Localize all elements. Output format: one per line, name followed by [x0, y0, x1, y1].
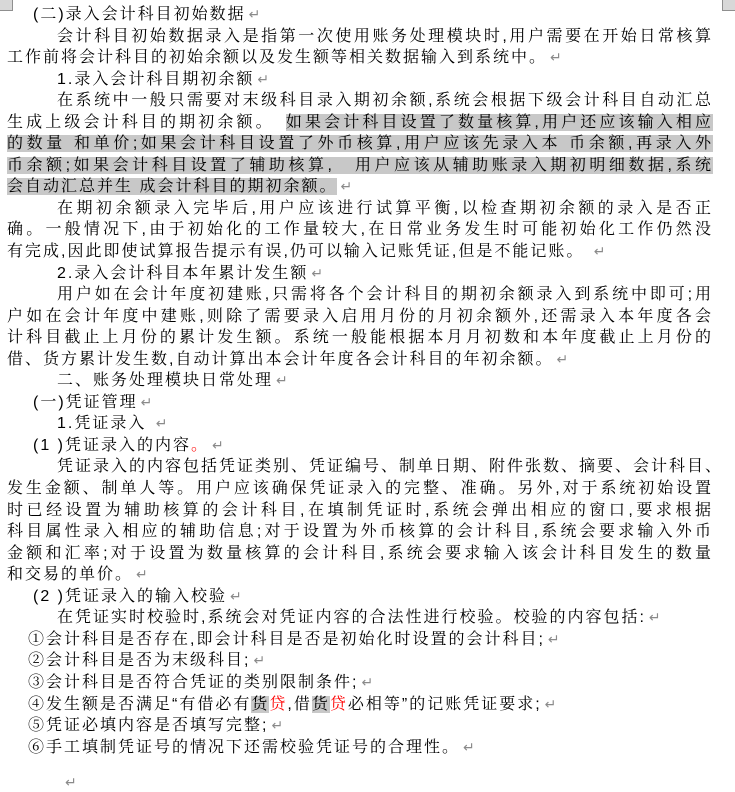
text-run: ,借: [287, 695, 312, 713]
paragraph-mark-icon: ↵: [140, 393, 153, 410]
text-line: [0, 4, 735, 26]
highlighted-text: 货: [251, 695, 270, 713]
paragraph-mark-icon: ↵: [311, 264, 324, 281]
text-run: ⑤凭证必填内容是否填写完整;: [28, 717, 269, 735]
red-text: 贷: [329, 695, 348, 713]
text-line: [0, 176, 735, 198]
text-line: [0, 349, 735, 371]
text-line: [0, 241, 735, 263]
text-line: [0, 521, 735, 543]
text-line: [0, 629, 735, 651]
paragraph-mark-icon: ↵: [230, 587, 242, 604]
paragraph-mark-icon: ↵: [276, 372, 288, 389]
text-run: 1.录入会计科目期初余额: [57, 70, 255, 88]
text-run: 在凭证实时校验时,系统会对凭证内容的合法性进行校验。校验的内容包括:: [57, 609, 646, 627]
text-line: [0, 263, 735, 285]
text-line: [0, 112, 735, 134]
text-line: [0, 392, 735, 414]
text-run: ③会计科目是否符合凭证的类别限制条件;: [28, 673, 359, 691]
text-run: 生成上级会计科目的期初余额。: [7, 113, 286, 131]
text-line: [0, 413, 735, 435]
paragraph-mark-icon: ↵: [648, 609, 661, 626]
text-run: 2.录入会计科目本年累计发生额: [57, 264, 309, 282]
paragraph-mark-icon: ↵: [257, 70, 270, 87]
text-run: 在期初余额录入完毕后,用户应该进行试算平衡,以检查期初余额的录入是否正: [57, 199, 713, 217]
paragraph-mark-icon: ↵: [361, 673, 374, 690]
text-run: 凭证录入的内容包括凭证类别、凭证编号、制单日期、附件张数、摘要、会计科目、: [57, 458, 724, 476]
paragraph-mark-icon: ↵: [463, 738, 475, 755]
paragraph-mark-icon: ↵: [556, 350, 569, 367]
text-run: 必相等”的记账凭证要求;: [347, 695, 542, 713]
text-line: [0, 26, 735, 48]
paragraph-mark-icon: ↵: [65, 774, 77, 791]
text-run: 时已经设置为辅助核算的会计科目,在填制凭证时,系统会弹出相应的窗口,要求根据: [7, 501, 713, 519]
text-run: ④发生额是否满足“有借必有: [28, 695, 252, 713]
text-line: [0, 435, 735, 457]
text-line: [0, 198, 735, 220]
highlighted-text: 会自动汇总并生 成会计科目的期初余额。: [7, 178, 338, 196]
text-run: (1 )凭证录入的内容: [33, 436, 192, 454]
text-run: 金额和汇率;对于设置为数量核算的会计科目,系统会要求输入该会计科目发生的数量: [7, 544, 713, 562]
text-line: [0, 694, 735, 716]
text-line: [0, 69, 735, 91]
paragraph-mark-icon: ↵: [550, 49, 562, 66]
paragraph-mark-icon: ↵: [593, 243, 606, 260]
text-run: 借、货方累计发生数,自动计算出本会计年度各会计科目的年初余额。: [7, 350, 554, 368]
text-run: 在系统中一般只需要对末级科目录入期初余额,系统会根据下级会计科目自动汇总: [57, 92, 713, 110]
text-run: 和交易的单价。: [7, 566, 134, 584]
text-line: [0, 500, 735, 522]
text-run: 工作前将会计科目的初始余额以及发生额等相关数据输入到系统中。: [7, 49, 548, 67]
text-line: [0, 478, 735, 500]
text-line: [0, 155, 735, 177]
text-line: [0, 737, 735, 759]
text-run: (一)凭证管理: [33, 393, 138, 411]
paragraph-mark-icon: ↵: [340, 178, 353, 195]
text-run: (2 )凭证录入的输入校验: [33, 587, 228, 605]
highlighted-text: 的数量 和单价;如果会计科目设置了外币核算,用户应该先录入本 币余额,再录入外: [7, 135, 713, 153]
text-line: [0, 90, 735, 112]
text-run: 科目属性录入相应的辅助信息;对于设置为外币核算的会计科目,系统会要求输入外币: [7, 523, 713, 541]
highlighted-text: 如果会计科目设置了数量核算,用户还应该输入相应: [285, 113, 713, 131]
text-run: 用户如在会计年度初建账,只需将各个会计科目的期初余额录入到系统中即可;用: [57, 286, 713, 304]
text-line: [0, 327, 735, 349]
text-line: [0, 586, 735, 608]
text-line: [0, 650, 735, 672]
text-run: ②会计科目是否为末级科目;: [28, 652, 251, 670]
text-run: 确。一般情况下,由于初始化的工作量较大,在日常业务发生时可能初始化工作仍然没: [7, 221, 713, 239]
highlighted-text: 币余额;如果会计科目设置了辅助核算, 用户应该从辅助账录入期初明细数据,系统: [7, 156, 713, 174]
text-line: [0, 47, 735, 69]
text-run: 有完成,因此即使试算报告提示有误,仍可以输入记账凭证,但是不能记账。: [7, 243, 591, 261]
text-line: [0, 672, 735, 694]
text-run: 1.凭证录入: [57, 415, 153, 433]
text-line: [0, 564, 735, 586]
text-run: 二、账务处理模块日常处理: [57, 372, 274, 390]
text-line: [0, 715, 735, 737]
text-line: [0, 772, 735, 792]
text-line: [0, 284, 735, 306]
paragraph-mark-icon: ↵: [248, 6, 261, 22]
red-text: 。: [191, 436, 210, 454]
paragraph-mark-icon: ↵: [253, 652, 266, 669]
text-line: [0, 456, 735, 478]
text-line: [0, 607, 735, 629]
document-body: [0, 4, 735, 792]
text-run: ⑥手工填制凭证号的情况下还需校验凭证号的合理性。: [28, 738, 461, 756]
paragraph-mark-icon: ↵: [136, 566, 148, 583]
text-line: [0, 306, 735, 328]
paragraph-mark-icon: ↵: [544, 695, 557, 712]
text-run: ①会计科目是否存在,即会计科目是否是初始化时设置的会计科目;: [28, 630, 545, 648]
paragraph-mark-icon: ↵: [155, 415, 168, 432]
text-line: [0, 543, 735, 565]
paragraph-mark-icon: ↵: [271, 717, 284, 734]
text-run: 会计科目初始数据录入是指第一次使用账务处理模块时,用户需要在开始日常核算: [57, 27, 713, 45]
text-run: 户如在会计年度中建账,则除了需要录入启用月份的月初余额外,还需录入本年度各会: [7, 307, 713, 325]
text-line: [0, 133, 735, 155]
text-line: [0, 219, 735, 241]
paragraph-mark-icon: ↵: [547, 630, 560, 647]
highlighted-text: 货: [311, 695, 330, 713]
text-run: (二)录入会计科目初始数据: [33, 6, 246, 23]
text-line: [0, 370, 735, 392]
text-run: 计科目截止上月份的累计发生额。系统一般能根据本月月初数和本年度截止上月份的: [7, 329, 713, 347]
red-text: 贷: [269, 695, 288, 713]
text-run: 发生金额、制单人等。用户应该确保凭证录入的完整、准确。另外,对于系统初始设置: [7, 480, 713, 498]
paragraph-mark-icon: ↵: [212, 436, 224, 453]
